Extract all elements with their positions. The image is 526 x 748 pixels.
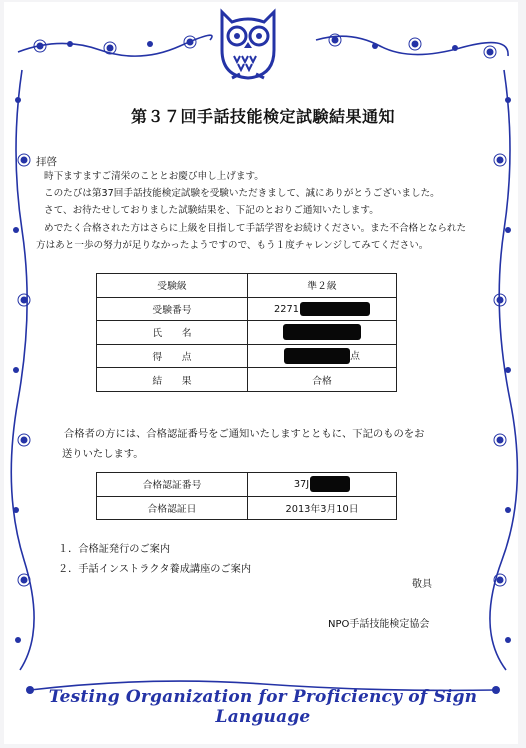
table-row [97,344,397,368]
greeting: 拝啓 [36,156,57,168]
score-label: 得 点 [97,344,248,368]
result-value: 合格 [248,368,397,392]
notice-text [62,424,462,464]
footer-signature: Testing Organization for Proficiency of Sign Language [48,687,478,727]
certification-table [96,472,397,520]
result-label: 結 果 [97,368,248,392]
grade-value: 準２級 [248,274,397,298]
exam-number-cell [248,297,397,321]
cert-number-value: 37J [293,479,310,491]
table-row [97,473,397,497]
paragraph: さて、お待たせしておりました試験結果を、下記のとおりご通知いたします。 [44,205,379,217]
table-row [97,297,397,321]
exam-number-label: 受験番号 [97,297,248,321]
closing-remark: 敬具 [412,579,432,590]
letter-body [36,168,488,254]
cert-number-label: 合格認証番号 [97,473,248,497]
enclosure-list [58,540,251,580]
cert-number-cell [248,473,397,497]
redaction-block [300,302,370,316]
table-row [97,496,397,520]
list-item: ２．手話インストラクタ養成講座のご案内 [58,564,252,575]
table-row [97,274,397,298]
paragraph: このたびは第37回手話技能検定試験を受験いただきまして、誠にありがとうございました。 [44,188,440,200]
owl-emblem-icon [212,6,284,82]
redaction-block [283,324,361,340]
paragraph: 方はあと一歩の努力が足りなかったようですので、もう１度チャレンジしてみてください。 [36,239,429,251]
score-cell [248,344,397,368]
score-unit: 点 [350,351,360,363]
table-row [97,368,397,392]
list-item: １．合格証発行のご案内 [58,544,171,555]
cert-date-label: 合格認証日 [97,496,248,520]
result-table [96,273,397,392]
redaction-block [284,348,350,364]
organization-name: NPO手話技能検定協会 [328,619,430,630]
exam-number-value: 2271 [274,303,299,315]
table-row [97,321,397,345]
name-label: 氏 名 [97,321,248,345]
notice-line: 送りいたします。 [62,448,144,460]
cert-date-value: 2013年3月10日 [248,496,397,520]
paragraph: めでたく合格された方はさらに上級を目指して手話学習をお続けください。また不合格となられた [44,222,467,234]
paragraph: 時下ますますご清栄のこととお慶び申し上げます。 [44,171,264,182]
page-title: 第３７回手話技能検定試験結果通知 [130,107,395,126]
redaction-block [310,476,350,492]
notice-line: 合格者の方には、合格認証番号をご通知いたしますとともに、下記のものをお [64,428,425,440]
name-cell [248,321,397,345]
grade-label: 受験級 [97,274,248,298]
